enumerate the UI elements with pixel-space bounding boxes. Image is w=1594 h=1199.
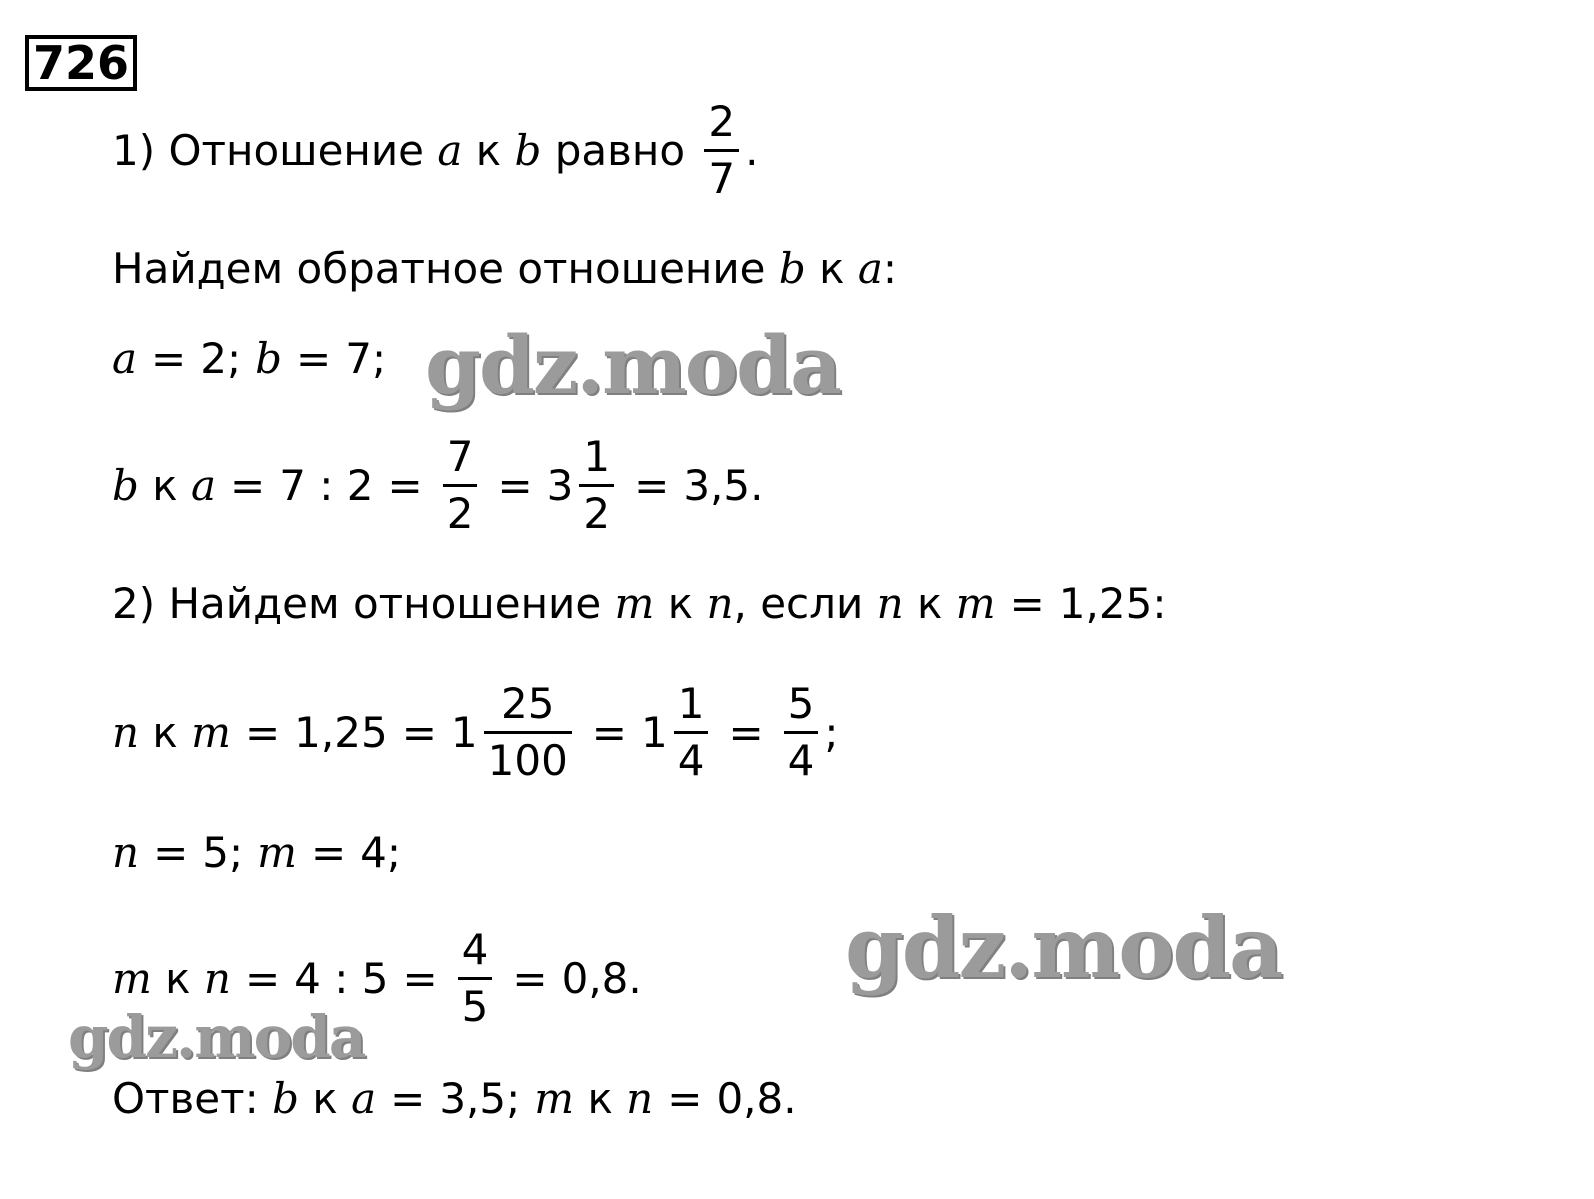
value: 0,8. [716, 1073, 797, 1123]
problem-number: 726 [25, 35, 137, 91]
answer-line [112, 1068, 797, 1128]
var-n: n [112, 827, 140, 877]
text: , если [733, 578, 877, 628]
equals: = [153, 827, 189, 877]
text: к [139, 707, 192, 757]
var-n: n [876, 578, 904, 628]
line-1 [112, 96, 759, 203]
value: 3,5; [439, 1073, 521, 1123]
value: 4; [360, 827, 402, 877]
var-a: a [190, 460, 217, 510]
line-7 [112, 822, 401, 882]
numerator: 2 [708, 96, 736, 146]
line-6 [112, 678, 839, 785]
text: : [882, 243, 898, 293]
denominator: 100 [484, 731, 572, 782]
numerator: 1 [583, 431, 611, 481]
fraction [704, 96, 739, 203]
var-m: m [614, 578, 655, 628]
value: 7; [345, 333, 387, 383]
fraction [674, 678, 709, 785]
text: к [654, 578, 707, 628]
var-a: a [437, 125, 463, 175]
equals: = [244, 707, 281, 757]
equals: = [401, 707, 437, 757]
var-m: m [112, 953, 152, 1003]
equals: = [634, 460, 670, 510]
var-n: n [112, 707, 140, 757]
var-n: n [203, 953, 231, 1003]
value: 1,25: [1058, 578, 1167, 628]
whole-part: 1 [641, 707, 668, 757]
equals: = [402, 953, 438, 1003]
equals: = [591, 707, 627, 757]
value: 2; [200, 333, 242, 383]
fraction [443, 431, 478, 538]
text: Найдем обратное отношение [112, 243, 779, 293]
equals: = [667, 1073, 703, 1123]
fraction [579, 431, 614, 538]
denominator: 4 [674, 731, 709, 782]
var-n: n [626, 1073, 654, 1123]
var-b: b [778, 243, 806, 293]
line-8 [112, 924, 642, 1031]
equals: = [512, 953, 548, 1003]
whole-part: 1 [450, 707, 478, 757]
equals: = [728, 707, 764, 757]
equals: = [390, 1073, 426, 1123]
denominator: 2 [443, 484, 478, 535]
result: 0,8. [561, 953, 642, 1003]
expression: 4 : 5 [294, 953, 389, 1003]
var-m: m [955, 578, 996, 628]
numerator: 4 [461, 924, 489, 974]
watermark: gdz.moda [68, 1003, 365, 1071]
numerator: 25 [500, 678, 555, 728]
denominator: 5 [458, 977, 493, 1028]
equals: = [310, 827, 347, 877]
text: равно [541, 125, 699, 175]
value: 5; [202, 827, 244, 877]
denominator: 2 [579, 484, 614, 535]
var-a: a [112, 333, 138, 383]
fraction [784, 678, 819, 785]
denominator: 7 [704, 149, 739, 200]
watermark: gdz.moda [845, 898, 1282, 997]
numerator: 1 [677, 678, 705, 728]
text: к [138, 460, 191, 510]
var-m: m [534, 1073, 575, 1123]
line-4 [112, 431, 764, 538]
equals: = [296, 333, 332, 383]
text: к [903, 578, 956, 628]
text: к [805, 243, 858, 293]
text: к [298, 1073, 352, 1123]
var-b: b [272, 1073, 299, 1123]
numerator: 5 [787, 678, 815, 728]
equals: = [387, 460, 423, 510]
var-a: a [351, 1073, 377, 1123]
value: 1,25 [294, 707, 388, 757]
text: . [745, 125, 759, 175]
var-b: b [255, 333, 283, 383]
line-5 [112, 573, 1166, 633]
equals: = [151, 333, 187, 383]
fraction [484, 678, 572, 785]
equals: = [230, 460, 266, 510]
denominator: 4 [784, 731, 819, 782]
whole-part: 3 [546, 460, 574, 510]
answer-label: Ответ: [112, 1073, 273, 1123]
text: к [462, 125, 515, 175]
equals: = [497, 460, 533, 510]
numerator: 7 [446, 431, 474, 481]
equals: = [1009, 578, 1045, 628]
text: к [574, 1073, 627, 1123]
var-a: a [857, 243, 883, 293]
var-m: m [191, 707, 231, 757]
watermark: gdz.moda [425, 318, 840, 412]
expression: 7 : 2 [279, 460, 374, 510]
text: к [151, 953, 204, 1003]
var-n: n [706, 578, 734, 628]
line-2 [112, 238, 897, 298]
equals: = [244, 953, 281, 1003]
text: ; [824, 707, 839, 757]
fraction [458, 924, 493, 1031]
var-b: b [514, 125, 542, 175]
text: 1) Отношение [112, 125, 438, 175]
var-b: b [112, 460, 139, 510]
var-m: m [257, 827, 297, 877]
text: 2) Найдем отношение [112, 578, 615, 628]
result: 3,5. [683, 460, 764, 510]
line-3 [112, 328, 386, 388]
